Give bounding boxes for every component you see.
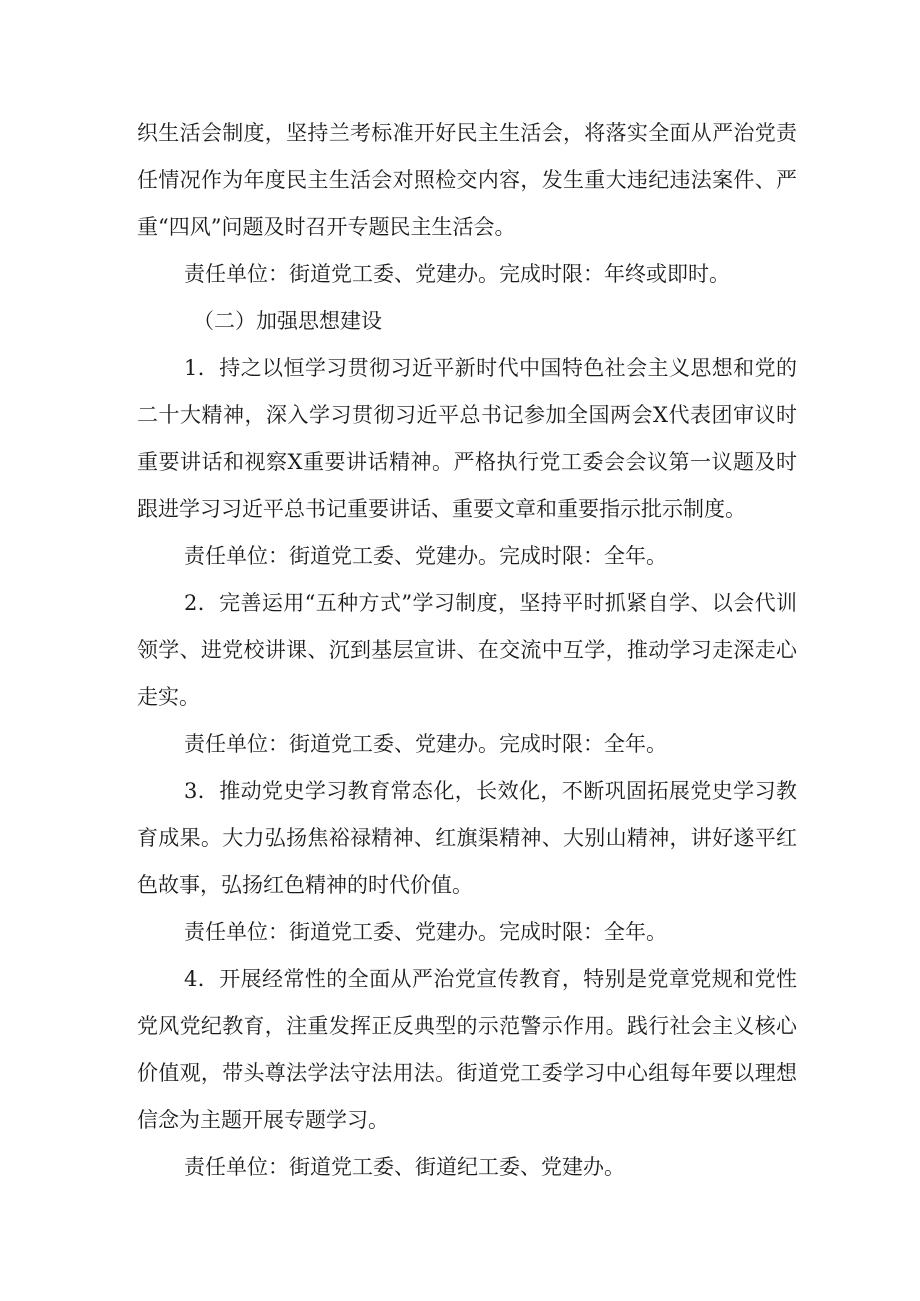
responsibility-line: 责任单位：街道党工委、党建办。完成时限：全年。 [184,920,667,944]
list-item-paragraph: 2．完善运用“五种方式”学习制度，坚持平时抓紧自学、以会代训领学、进党校讲课、沉到基层宣讲、在交流中互学，推动学习走深走心走实。 [137,591,797,709]
paragraph-continuation: 织生活会制度，坚持兰考标准开好民主生活会，将落实全面从严治党责任情况作为年度民主生活会对照检交内容，发生重大违纪违法案件、严重“四风”问题及时召开专题民主生活会。 [137,121,797,239]
responsibility-line: 责任单位：街道党工委、党建办。完成时限：全年。 [184,544,667,568]
document-body [137,110,797,1191]
list-item-paragraph: 4．开展经常性的全面从严治党宣传教育，特别是党章党规和党性党风党纪教育，注重发挥正反典型的示范警示作用。践行社会主义核心价值观，带头尊法学法守法用法。街道党工委学习中心组每年要以理想信念为主题开展专题学习。 [137,967,797,1132]
responsibility-line: 责任单位：街道党工委、党建办。完成时限：全年。 [184,732,667,756]
list-item-paragraph: 1．持之以恒学习贯彻习近平新时代中国特色社会主义思想和党的二十大精神，深入学习贯彻习近平总书记参加全国两会X代表团审议时重要讲话和视察X重要讲话精神。严格执行党工委会会议第一议题及时跟进学习习近平总书记重要讲话、重要文章和重要指示批示制度。 [137,356,797,521]
list-item-paragraph: 3．推动党史学习教育常态化，长效化，不断巩固拓展党史学习教育成果。大力弘扬焦裕禄精神、红旗渠精神、大别山精神，讲好遂平红色故事，弘扬红色精神的时代价值。 [137,779,797,897]
section-heading: （二）加强思想建设 [193,309,382,333]
responsibility-line: 责任单位：街道党工委、街道纪工委、党建办。 [184,1155,625,1179]
responsibility-line: 责任单位：街道党工委、党建办。完成时限：年终或即时。 [184,262,730,286]
